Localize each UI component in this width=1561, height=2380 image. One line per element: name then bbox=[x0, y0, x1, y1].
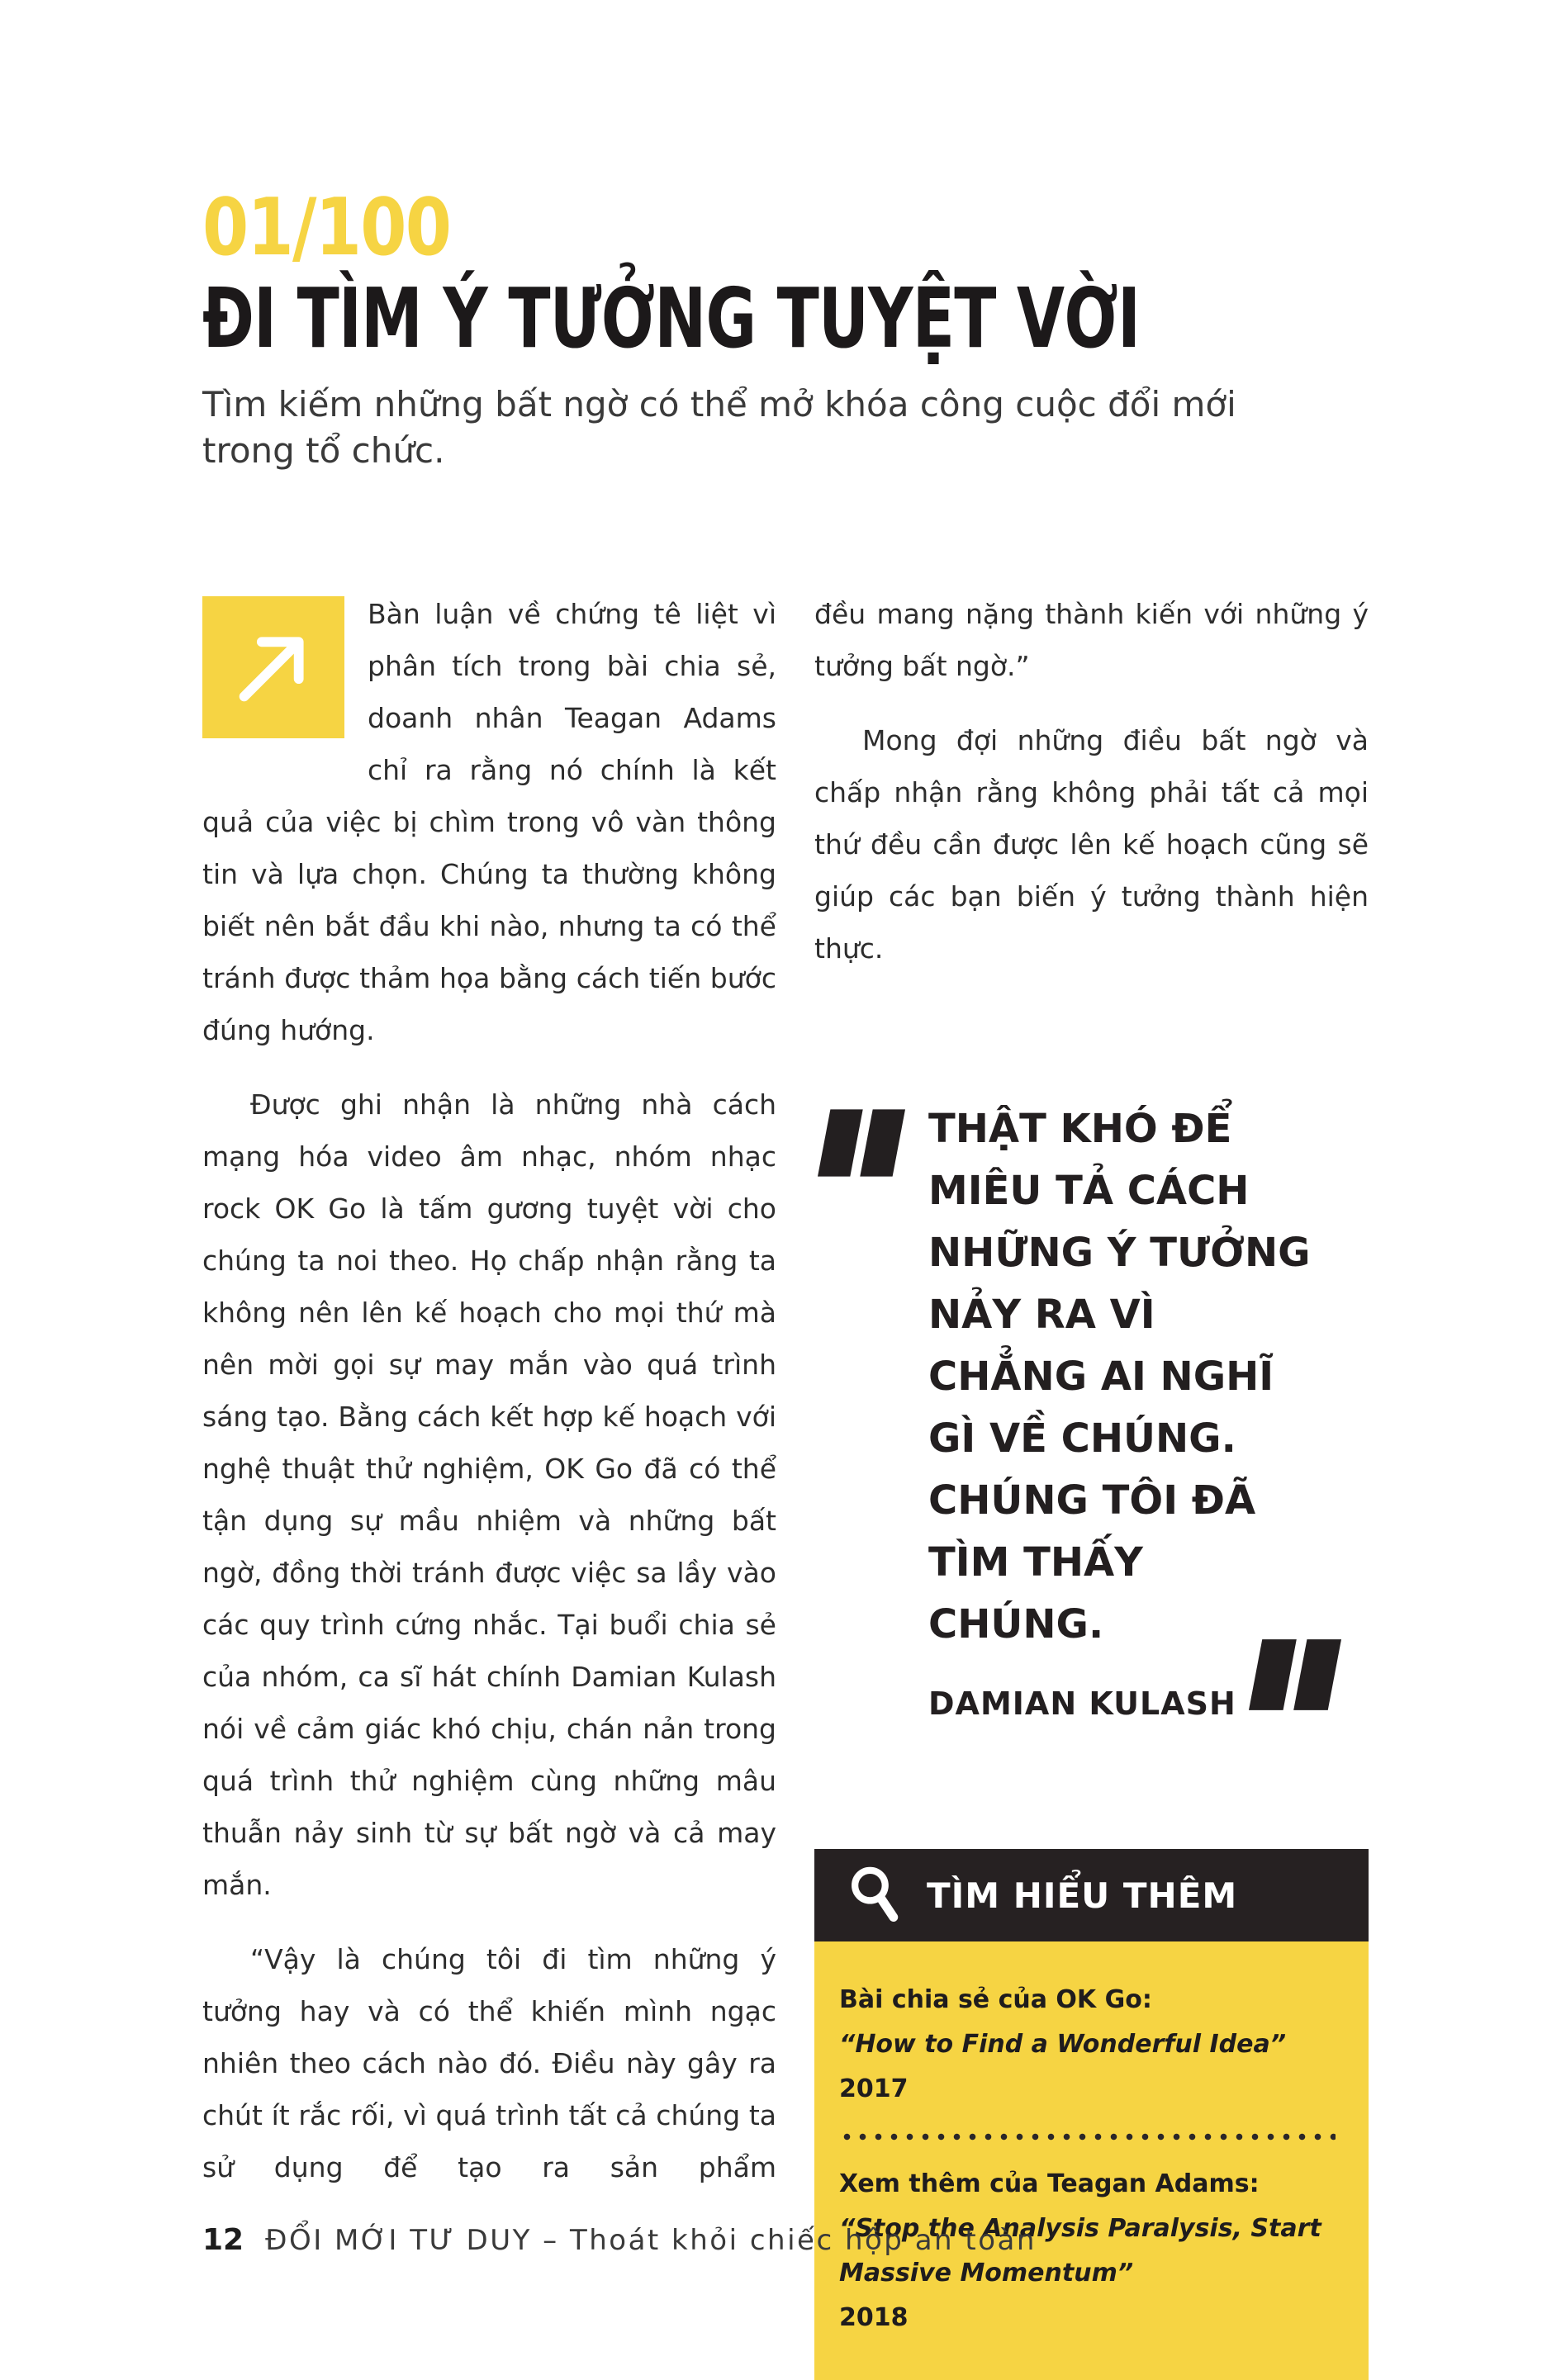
paragraph: Được ghi nhận là những nhà cách mạng hóa video âm nhạc, nhóm nhạc rock OK Go là tấm gương tuyệt vời cho chúng ta noi theo. Họ chấp nhận rằng ta không nên lên kế hoạch cho mọi thứ mà nên mời gọi sự may mắn vào quá trình sáng tạo. Bằng cách kết hợp kế hoạch với nghệ thuật thử nghiệm, OK Go đã có thể tận dụng sự mầu nhiệm và những bất ngờ, đồng thời tránh được việc sa lầy vào các quy trình cứng nhắc. Tại buổi chia sẻ của nhóm, ca sĩ hát chính Damian Kulash nói về cảm giác khó chịu, chán nản trong quá trình thử nghiệm cùng những mâu thuẫn nảy sinh từ sự bất ngờ và cả may mắn. bbox=[202, 1088, 776, 1901]
paragraph: Mong đợi những điều bất ngờ và chấp nhận rằng không phải tất cả mọi thứ đều cần được lên kế hoạch cũng sẽ giúp các bạn biến ý tưởng thành hiện thực. bbox=[814, 724, 1369, 965]
reference-work-title: “Stop the Analysis Paralysis, Start Massive Momentum” bbox=[839, 2214, 1321, 2288]
reference-label: Xem thêm của Teagan Adams: bbox=[839, 2169, 1260, 2198]
chapter-header bbox=[202, 183, 1408, 474]
reference-year: 2018 bbox=[839, 2303, 909, 2332]
arrow-up-right-icon bbox=[225, 619, 322, 716]
pull-quote-text: THẬT KHÓ ĐỂ MIÊU TẢ CÁCH NHỮNG Ý TƯỞNG NẢY RA VÌ CHẲNG AI NGHĨ GÌ VỀ CHÚNG. CHÚNG TÔI ĐÃ TÌM THẤY CHÚNG. bbox=[928, 1106, 1311, 1648]
footer-page-number: 12 bbox=[202, 2223, 244, 2257]
learn-more-header bbox=[814, 1849, 1369, 1941]
lead-icon-box bbox=[202, 596, 344, 738]
chapter-number: 01/100 bbox=[202, 183, 451, 273]
column-left bbox=[202, 588, 776, 2380]
learn-more-box bbox=[814, 1849, 1369, 2380]
open-quote-icon bbox=[818, 1105, 905, 1181]
dotted-divider bbox=[839, 2133, 1336, 2141]
reference-year: 2017 bbox=[839, 2074, 909, 2103]
column-right bbox=[814, 588, 1369, 2380]
learn-more-body bbox=[814, 1941, 1369, 2380]
page-footer bbox=[202, 2223, 1037, 2257]
page-title: ĐI TÌM Ý TƯỞNG TUYỆT VỜI bbox=[202, 270, 1141, 367]
article-columns bbox=[202, 588, 1369, 2380]
paragraph bbox=[202, 588, 776, 1056]
pull-quote-attribution: DAMIAN KULASH bbox=[928, 1685, 1236, 1722]
learn-more-title: TÌM HIỂU THÊM bbox=[927, 1875, 1238, 1916]
search-icon bbox=[847, 1864, 900, 1927]
paragraph: “Vậy là chúng tôi đi tìm những ý tưởng hay và có thể khiến mình ngạc nhiên theo cách nào đó. Điều này gây ra chút ít rắc rối, vì quá trình tất cả chúng ta sử dụng để tạo ra sản phẩm bbox=[202, 1943, 776, 2183]
paragraph-text: Bàn luận về chứng tê liệt vì phân tích trong bài chia sẻ, doanh nhân Teagan Adams chỉ ra rằng nó chính là kết quả của việc bị chìm trong vô vàn thông tin và lựa chọn. Chúng ta thường không biết nên bắt đầu khi nào, nhưng ta có thể tránh được thảm họa bằng cách tiến bước đúng hướng. bbox=[202, 598, 776, 1046]
pull-quote-footer bbox=[928, 1684, 1326, 1725]
chapter-subtitle: Tìm kiếm những bất ngờ có thể mở khóa công cuộc đổi mới trong tổ chức. bbox=[202, 384, 1236, 471]
paragraph: đều mang nặng thành kiến với những ý tưởng bất ngờ.” bbox=[814, 598, 1369, 682]
reference-item bbox=[839, 1978, 1336, 2112]
pull-quote bbox=[814, 1098, 1369, 1725]
close-quote-icon bbox=[1249, 1634, 1341, 1715]
reference-label: Bài chia sẻ của OK Go: bbox=[839, 1985, 1152, 2014]
footer-book-title: ĐỔI MỚI TƯ DUY – Thoát khỏi chiếc hộp an toàn bbox=[265, 2224, 1037, 2257]
reference-work-title: “How to Find a Wonderful Idea” bbox=[839, 2030, 1287, 2059]
